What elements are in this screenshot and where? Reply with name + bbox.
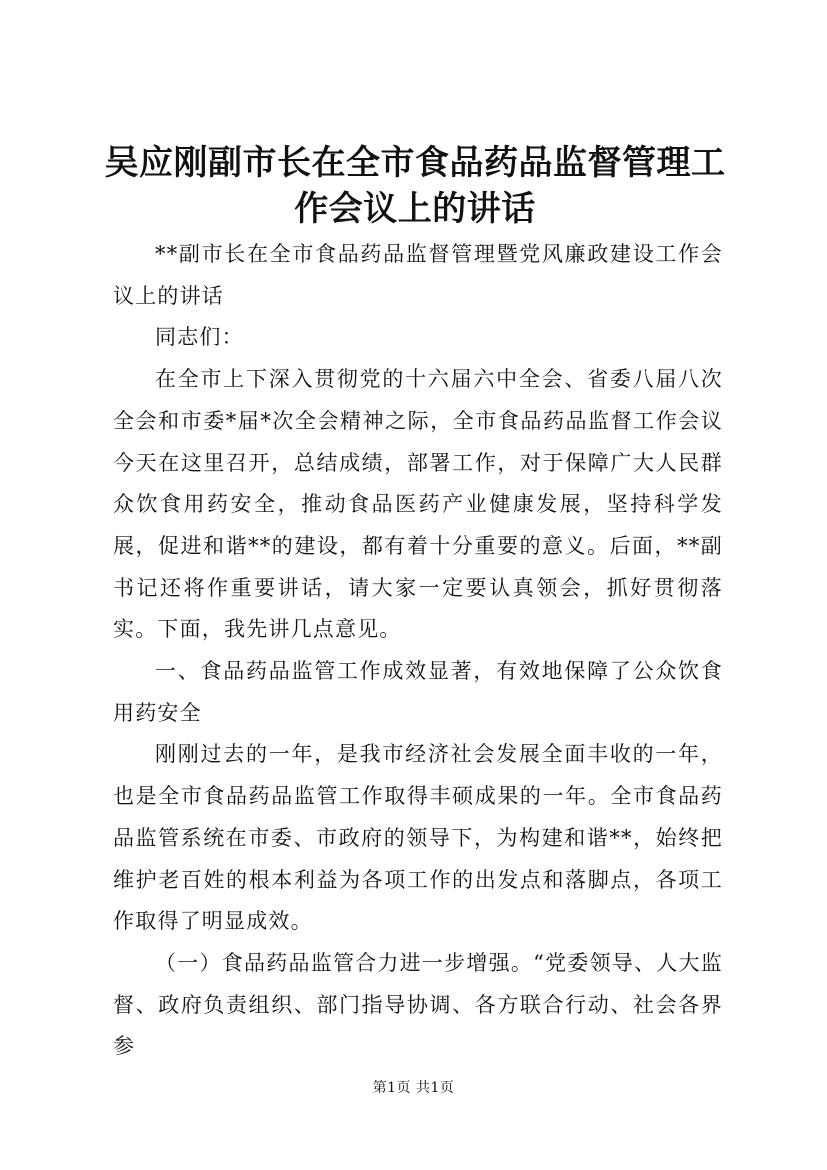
document-title: 吴应刚副市长在全市食品药品监督管理工作会议上的讲话 — [104, 143, 726, 229]
paragraph: **副市长在全市食品药品监督管理暨党风廉政建设工作会议上的讲话 — [113, 242, 723, 308]
paragraph: 一、食品药品监管工作成效显著，有效地保障了公众饮食用药安全 — [113, 659, 723, 725]
paragraph: （一）食品药品监管合力进一步增强。“党委领导、人大监督、政府负责组织、部门指导协调、各方联合行动、社会各界参 — [113, 950, 723, 1059]
paragraph: 同志们： — [155, 325, 244, 350]
document-body — [113, 234, 723, 1068]
paragraph: 刚刚过去的一年，是我市经济社会发展全面丰收的一年，也是全市食品药品监管工作取得丰硕成果的一年。全市食品药品监管系统在市委、市政府的领导下，为构建和谐**，始终把维护老百姓的根本利益为各项工作的出发点和落脚点，各项工作取得了明显成效。 — [113, 742, 723, 934]
page-footer: 第1页 共1页 — [372, 1080, 455, 1096]
paragraph: 在全市上下深入贯彻党的十六届六中全会、省委八届八次全会和市委*届*次全会精神之际，全市食品药品监督工作会议今天在这里召开，总结成绩，部署工作，对于保障广大人民群众饮食用药安全，推动食品医药产业健康发展，坚持科学发展，促进和谐**的建设，都有着十分重要的意义。后面，**副书记还将作重要讲话，请大家一定要认真领会，抓好贯彻落实。下面，我先讲几点意见。 — [113, 367, 723, 642]
